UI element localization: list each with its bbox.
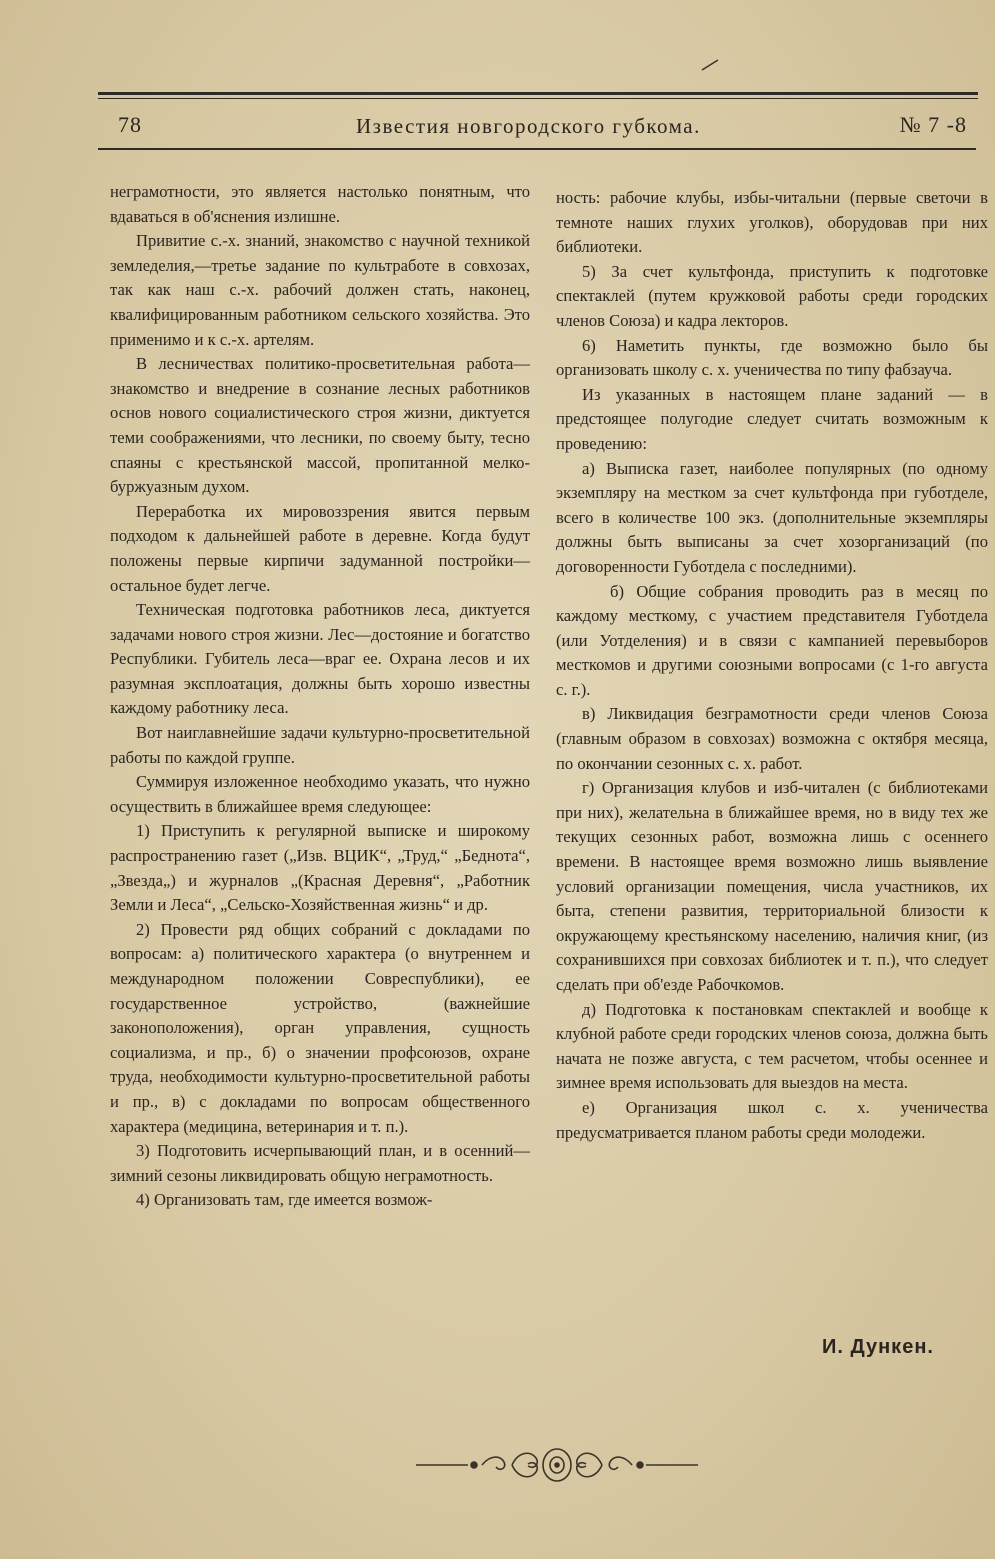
paragraph: 5) За счет культфонда, приступить к подготовке спектаклей (путем кружковой работы среди городских членов Союза) и кадра лекторов. bbox=[556, 261, 988, 330]
paragraph: Суммируя изложенное необходимо указать, что нужно осуществить в ближайшее время следующее: bbox=[110, 772, 530, 816]
paragraph: а) Выписка газет, наиболее популярных (по одному экземпляру на местком за счет культфонда при губотделе, всего в количестве 100 экз. (дополнительные экземпляры должны быть выписаны за счет хозорганизаций (по договоренности Губотдела с последними). bbox=[556, 458, 988, 576]
paragraph: д) Подготовка к постановкам спектаклей и вообще к клубной работе среди городских членов союза, должна быть начата не позже августа, с тем расчетом, чтобы осеннее и зимнее время использовать для выездов на места. bbox=[556, 999, 988, 1093]
paragraph: 6) Наметить пункты, где возможно было бы организовать школу с. х. ученичества по типу фабзауча. bbox=[556, 335, 988, 380]
header-bottom-rule bbox=[98, 148, 976, 150]
paragraph: ность: рабочие клубы, избы-читальни (первые светочи в темноте наших глухих уголков), оборудовав при них библиотеки. bbox=[556, 188, 988, 257]
header-rule-thick bbox=[98, 92, 978, 95]
paragraph: Техническая подготовка работников леса, диктуется задачами нового строя жизни. Лес—достояние и богатство Республики. Губитель леса—враг ее. Охрана лесов и их разумная эксплоатация, должны быть хорошо известны каждому работнику леса. bbox=[110, 600, 530, 718]
header-rule-thin bbox=[98, 98, 978, 99]
paragraph: В лесничествах политико-просветительная работа—знакомство и внедрение в сознание лесных работников основ нового социалистического строя жизни, диктуется теми соображениями, что лесники, по своему быту, тесно спаяны с крестьянской массой, пропитанной мелко-буржуазным духом. bbox=[110, 354, 530, 497]
paragraph: Переработка их мировоззрения явится первым подходом к дальнейшей работе в деревне. Когда будут положены первые кирпичи задуманной постройки—остальное будет легче. bbox=[110, 501, 530, 595]
page-number: 78 bbox=[118, 112, 142, 137]
running-title: Известия новгородского губкома. bbox=[356, 114, 701, 138]
paragraph: 4) Организовать там, где имеется возмож- bbox=[136, 1190, 433, 1210]
page-header bbox=[118, 108, 973, 144]
paragraph: е) Организация школ с. х. ученичества предусматривается планом работы среди молодежи. bbox=[556, 1097, 988, 1142]
pen-mark bbox=[700, 58, 720, 72]
left-column bbox=[110, 180, 530, 1213]
paragraph: 2) Провести ряд общих собраний с докладами по вопросам: а) политического характера (о внутреннем и международном положении Совреспублики), ее государственное устройство, (важнейшие законоположения), орган управления, сущность социализма, и пр., б) о значении профсоюзов, охране труда, необходимости культурно-просветительной работы и пр., в) с докладами по вопросам общественного характера (медицина, ветеринария и т. п.). bbox=[110, 919, 530, 1136]
paragraph: в) Ликвидация безграмотности среди членов Союза (главным образом в совхозах) возможна с октября месяца, по окончании сезонных с. х. работ. bbox=[556, 704, 988, 773]
paragraph: Вот наиглавнейшие задачи культурно-просветительной работы по каждой группе. bbox=[110, 723, 530, 767]
paragraph: 3) Подготовить исчерпывающий план, и в осенний—зимний сезоны ликвидировать общую неграмотность. bbox=[110, 1141, 530, 1185]
ornament-divider bbox=[412, 1440, 702, 1490]
right-column bbox=[556, 186, 988, 1145]
paragraph: неграмотности, это является настолько понятным, что вдаваться в об'яснения излишне. bbox=[110, 182, 530, 226]
issue-number: № 7 -8 bbox=[899, 112, 967, 137]
signature: И. Дункен. bbox=[822, 1336, 934, 1358]
paragraph: Привитие с.-х. знаний, знакомство с научной техникой земледелия,—третье задание по культработе в совхозах, так как наш с.-х. рабочий должен стать, наконец, квалифицированным работником сельского хозяйства. Это применимо и к с.-х. артелям. bbox=[110, 231, 530, 349]
paragraph: г) Организация клубов и изб-читален (с библиотеками при них), желательна в ближайшее время, но в виду тех же текущих сезонных работ, возможна лишь с осеннего времени. В настоящее время возможно лишь выявление условий организации помещения, числа участников, их быта, степени развития, территориальной близости к окружающему крестьянскому населению, наличия книг, (из сохранившихся при совхозах библиотек и т. п.), что следует сделать при об'езде Рабочкомов. bbox=[556, 778, 988, 994]
paragraph: Из указанных в настоящем плане заданий — в предстоящее полугодие следует считать возможным к проведению: bbox=[556, 384, 988, 453]
paragraph: 1) Приступить к регулярной выписке и широкому распространению газет („Изв. ВЦИК“, „Труд,“ „Беднота“, „Звезда„) и журналов „(Красная Деревня“, „Работник Земли и Леса“, „Сельско-Хозяйственная жизнь“ и др. bbox=[110, 821, 530, 915]
paragraph: б) Общие собрания проводить раз в месяц по каждому месткому, с участием представителя Губотдела (или Уотделения) и в связи с кампанией перевыборов месткомов и другими союзными вопросами (с 1-го августа с. г.). bbox=[556, 581, 988, 699]
